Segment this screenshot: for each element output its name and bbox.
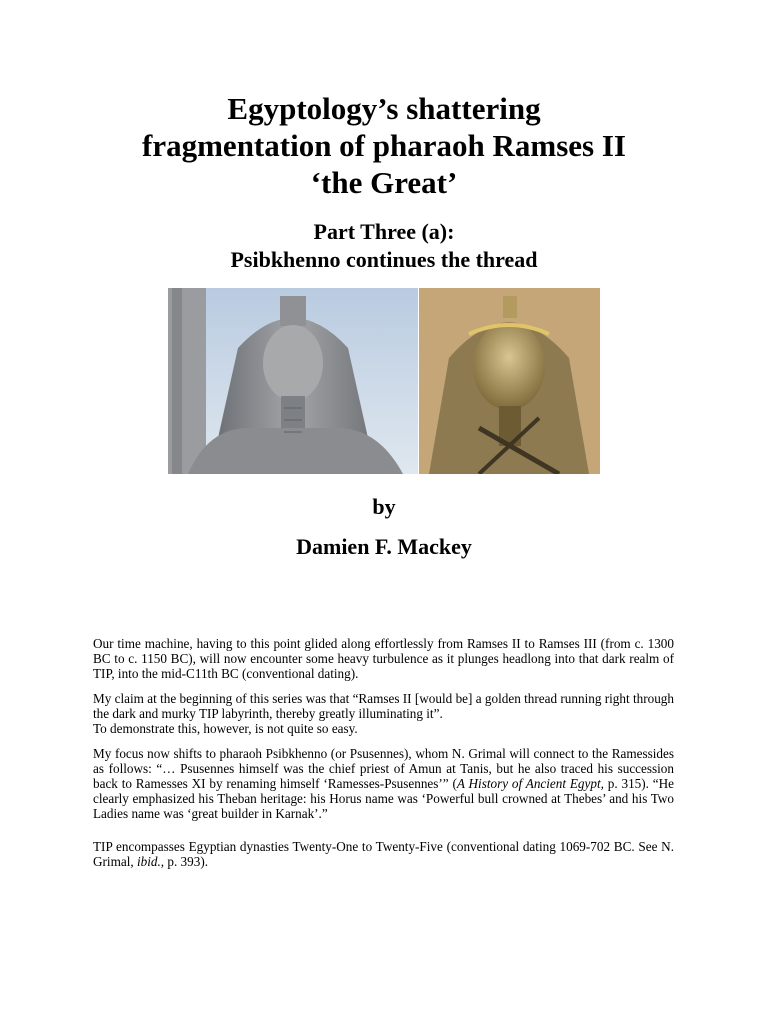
paragraph-3	[93, 746, 674, 821]
title-line-1: Egyptology’s shattering	[227, 91, 541, 126]
footnote-text-a: TIP encompasses Egyptian dynasties Twenty-One to Twenty-Five (conventional dating 1069-702 BC. See N. Grimal,	[93, 839, 674, 869]
title-line-2: fragmentation of pharaoh Ramses II	[142, 128, 626, 163]
paragraph-2-followup: To demonstrate this, however, is not quite so easy.	[93, 721, 358, 736]
document-title	[60, 90, 708, 201]
subtitle-line-2: Psibkhenno continues the thread	[230, 247, 538, 272]
ramses-statue-image	[168, 288, 418, 474]
paragraph-3-text-b: p. 315). “He clearly emphasized his Theban heritage: his Horus name was ‘Powerful bull crowned at Thebes’ and his Two Ladies name was ‘great builder in Karnak’.”	[93, 776, 675, 821]
paragraph-1: Our time machine, having to this point glided along effortlessly from Ramses II to Ramses III (from c. 1300 BC to c. 1150 BC), will now encounter some heavy turbulence as it plunges headlong into that dark realm of TIP, into the mid-C11th BC (conventional dating).	[93, 636, 674, 681]
paragraph-2	[93, 691, 674, 736]
title-line-3: ‘the Great’	[310, 165, 458, 200]
body-text	[93, 636, 674, 879]
ramses-statue-photo	[168, 288, 418, 474]
book-title: A History of Ancient Egypt,	[456, 776, 604, 791]
footnote-paragraph	[93, 839, 674, 869]
paragraph-2-claim: My claim at the beginning of this series was that “Ramses II [would be] a golden thread running right through the dark and murky TIP labyrinth, thereby greatly illuminating it”.	[93, 691, 674, 721]
by-label: by	[372, 494, 396, 519]
subtitle-line-1: Part Three (a):	[313, 219, 455, 244]
document-subtitle	[60, 218, 708, 274]
paragraph-3-text-a: My focus now shifts to pharaoh Psibkhenno (or Psusennes), whom N. Grimal will connect to the Ramessides as follows: “… Psusennes himself was the chief priest of Amun at Tanis, but he also traced his succession back to Ramesses XI by renaming himself ‘Ramesses-Psusennes’” (	[93, 746, 674, 791]
gold-mask-image	[419, 288, 600, 474]
author-name: Damien F. Mackey	[296, 534, 472, 559]
gold-mask-photo	[419, 288, 600, 474]
footnote-text-b: p. 393).	[164, 854, 209, 869]
ibid-reference: ibid.,	[136, 854, 165, 869]
